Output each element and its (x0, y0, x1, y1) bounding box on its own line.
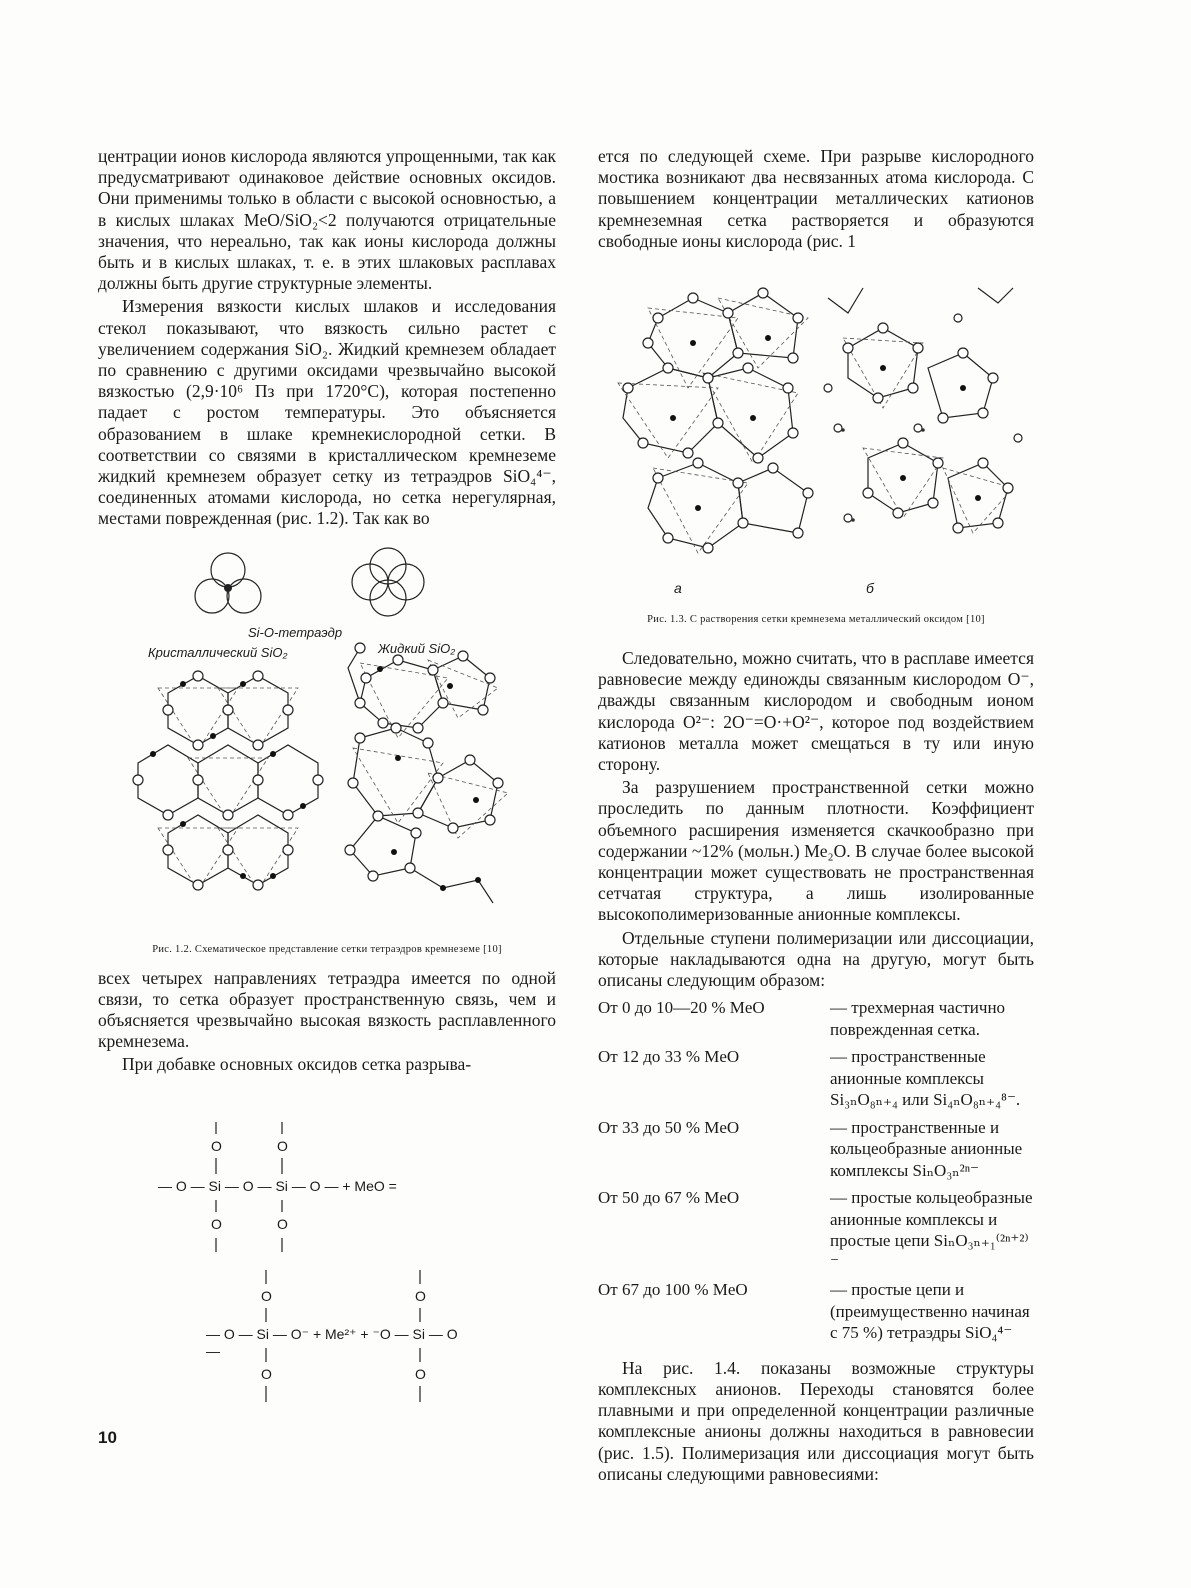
left-paragraph-3: всех четырех направлениях тетраэдра имеется по одной связи, то сетка образует пространственную связь, чем и объясняется чрезвычайно высокая вязкость расплавленного кремнезема. (98, 967, 556, 1052)
figure-1-2-caption: Рис. 1.2. Схематическое представление сетки тетраэдров кремнеземе [10] (152, 943, 502, 955)
left-paragraph-4: При добавке основных оксидов сетка разрыва- (122, 1054, 472, 1075)
right-paragraph-2: Следовательно, можно считать, что в расплаве имеется равновесие между единожды связанным кислородом O⁻, дважды связанным кислородом и свободным ионом кислорода O²⁻: 2O⁻=O·+O²⁻, которое под воздействием катионов металла может смещаться в ту или иную сторону. (598, 648, 1034, 775)
right-paragraph-3: За разрушением пространственной сетки можно проследить по данным плотности. Коэффициент объемного расширения изменяется скачкообразно при содержании ~12% (мольн.) Me₂O. В случае более высокой концентрации может существовать не пространственная сетчатая структура, а лишь изолированные высокополимеризованные анионные комплексы. (598, 777, 1034, 925)
composition-list (598, 997, 1037, 1344)
formula-line-1: — O — Si — O — Si — O — + MeO = (158, 1178, 397, 1194)
reaction-formula (150, 1118, 470, 1418)
formula-o-bottom-4: O (415, 1366, 426, 1382)
composition-description: — простые кольцеобразные анионные комплексы и простые цепи SiₙO₃ₙ₊₁⁽²ⁿ⁺²⁾⁻ (830, 1188, 1037, 1272)
page-number: 10 (98, 1428, 117, 1447)
formula-o-top-1: O (211, 1138, 222, 1154)
formula-line-2: — O — Si — O⁻ + Me²⁺ + ⁻O — Si — O — (206, 1326, 458, 1359)
formula-o-top-3: O (261, 1288, 272, 1304)
figure-1-2-drawing (98, 538, 556, 938)
right-paragraph-1: ется по следующей схеме. При разрыве кислородного мостика возникают два несвязанных атома кислорода. С повышением концентрации металлических катионов кремнеземная сетка растворяется и образуются свободные ионы кислорода (рис. 1 (598, 146, 1034, 251)
composition-range: От 50 до 67 % MeO (598, 1188, 740, 1208)
figure-1-2-label-tetrahedron: Si-O-тетраэдр (248, 624, 343, 640)
composition-row (598, 997, 1034, 1040)
composition-row (598, 1187, 1037, 1273)
figure-1-3-label-a: а (674, 580, 682, 597)
figure-1-3-label-b: б (866, 580, 874, 597)
left-column (98, 146, 556, 1076)
formula-o-bottom-1: O (211, 1216, 222, 1232)
composition-description: — простые цепи и (преимущественно начиная с 75 %) тетраэдры SiO₄⁴⁻ (830, 1280, 1034, 1343)
figure-1-3-drawing (598, 258, 1034, 598)
formula-o-top-4: O (415, 1288, 426, 1304)
composition-range: От 67 до 100 % MeO (598, 1280, 748, 1300)
figure-1-3 (598, 258, 1034, 648)
figure-1-3-caption: Рис. 1.3. С растворения сетки кремнезема металлический оксидом [10] (647, 614, 985, 626)
composition-range: От 0 до 10—20 % MeO (598, 998, 765, 1018)
left-paragraph-1: центрации ионов кислорода являются упрощенными, так как предусматривают одинаковое действие основных оксидов. Они применимы только в области с высокой основностью, а в кислых шлаках MeO/SiO₂<2 получаются отрицательные значения, что нереально, так как ионы кислорода должны быть и в кислых шлаках, т. е. в этих шлаковых расплавах должны быть другие структурные элементы. (98, 146, 556, 294)
formula-o-bottom-2: O (277, 1216, 288, 1232)
composition-row (598, 1279, 1034, 1344)
composition-description: — пространственные анионные комплексы Si₃ₙO₈ₙ₊₄ или Si₄ₙO₈ₙ₊₄⁸⁻. (830, 1047, 1021, 1110)
formula-o-bottom-3: O (261, 1366, 272, 1382)
composition-row (598, 1117, 1034, 1182)
left-paragraph-2: Измерения вязкости кислых шлаков и исследования стекол показывают, что вязкость сильно растет с увеличением содержания SiO₂. Жидкий кремнезем обладает по сравнению с другими оксидами чрезвычайно высокой вязкостью (2,9·10⁶ Пз при 1720°C), которая постепенно падает с ростом температуры. Это объясняется образованием в шлаке кремнекислородной сетки. В соответствии со связями в кристаллическом кремнеземе жидкий кремнезем образует сетку из тетраэдров SiO₄⁴⁻, соединенных атомами кислорода, но сетка нерегулярная, местами поврежденная (рис. 1.2). Так как во (98, 296, 556, 529)
composition-range: От 33 до 50 % MeO (598, 1117, 740, 1137)
composition-row (598, 1046, 1034, 1111)
figure-1-2-label-crystalline: Кристаллический SiO₂ (148, 644, 288, 660)
right-paragraph-5: На рис. 1.4. показаны возможные структуры комплексных анионов. Переходы становятся более плавными и при определенной концентрации различные комплексные анионы должны находиться в равновесии (рис. 1.5). Полимеризация или диссоциация могут быть описаны следующими равновесиями: (598, 1357, 1034, 1484)
figure-1-2-label-liquid: Жидкий SiO₂ (378, 640, 456, 656)
formula-o-top-2: O (277, 1138, 288, 1154)
right-paragraph-4: Отдельные ступени полимеризации или диссоциации, которые накладываются одна на другую, могут быть описаны следующим образом: (598, 927, 1034, 991)
figure-1-2 (98, 538, 556, 968)
composition-description: — трехмерная частично поврежденная сетка. (830, 998, 1010, 1039)
right-column (598, 146, 1037, 1485)
composition-range: От 12 до 33 % MeO (598, 1047, 740, 1067)
composition-description: — пространственные и кольцеобразные анионные комплексы SiₙO₃ₙ²ⁿ⁻ (830, 1117, 1027, 1180)
